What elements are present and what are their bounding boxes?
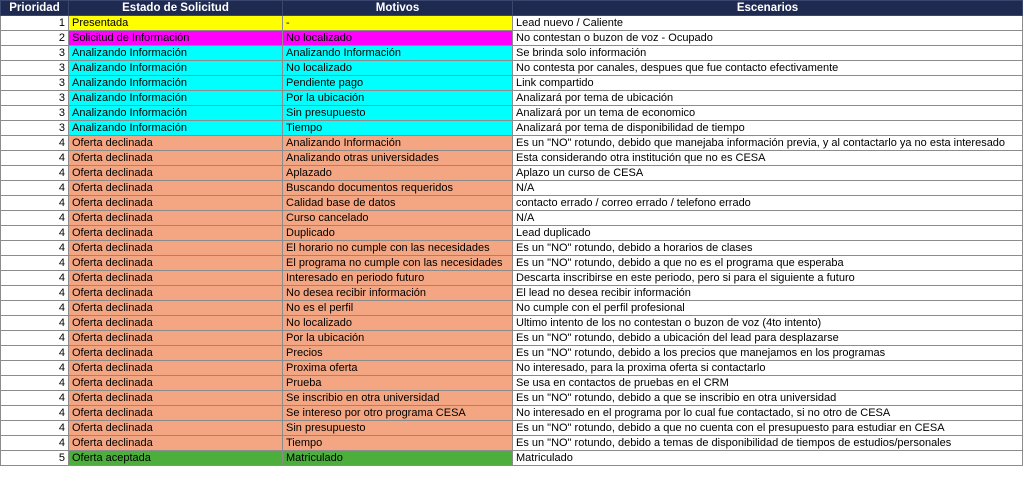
escenario-cell[interactable]: Matriculado bbox=[513, 451, 1023, 466]
header-estado[interactable]: Estado de Solicitud bbox=[69, 1, 283, 16]
table-row bbox=[1, 226, 1023, 241]
estado-cell[interactable]: Analizando Información bbox=[69, 91, 283, 106]
prioridad-cell[interactable]: 4 bbox=[1, 346, 69, 361]
motivo-cell[interactable]: Buscando documentos requeridos bbox=[283, 181, 513, 196]
header-escenarios[interactable]: Escenarios bbox=[513, 1, 1023, 16]
table-row bbox=[1, 436, 1023, 451]
estado-cell[interactable]: Oferta declinada bbox=[69, 301, 283, 316]
escenario-cell[interactable]: El lead no desea recibir información bbox=[513, 286, 1023, 301]
prioridad-cell[interactable]: 4 bbox=[1, 226, 69, 241]
escenario-cell[interactable]: Lead nuevo / Caliente bbox=[513, 16, 1023, 31]
escenario-cell[interactable]: N/A bbox=[513, 181, 1023, 196]
escenario-cell[interactable]: Descarta inscribirse en este periodo, pero si para el siguiente a futuro bbox=[513, 271, 1023, 286]
table-row bbox=[1, 181, 1023, 196]
header-prioridad[interactable]: Prioridad bbox=[1, 1, 69, 16]
prioridad-cell[interactable]: 3 bbox=[1, 121, 69, 136]
table-row bbox=[1, 91, 1023, 106]
escenario-cell[interactable]: contacto errado / correo errado / telefono errado bbox=[513, 196, 1023, 211]
escenario-cell[interactable]: Es un "NO" rotundo, debido a ubicación del lead para desplazarse bbox=[513, 331, 1023, 346]
prioridad-cell[interactable]: 4 bbox=[1, 376, 69, 391]
table-row bbox=[1, 31, 1023, 46]
escenario-cell[interactable]: Es un "NO" rotundo, debido que manejaba información previa, y al contactarlo ya no esta interesado bbox=[513, 136, 1023, 151]
motivo-cell[interactable]: Prueba bbox=[283, 376, 513, 391]
table-row bbox=[1, 256, 1023, 271]
table-row bbox=[1, 406, 1023, 421]
estado-cell[interactable]: Oferta declinada bbox=[69, 211, 283, 226]
escenario-cell[interactable]: No interesado, para la proxima oferta si contactarlo bbox=[513, 361, 1023, 376]
escenario-cell[interactable]: Aplazo un curso de CESA bbox=[513, 166, 1023, 181]
motivo-cell[interactable]: Calidad base de datos bbox=[283, 196, 513, 211]
motivo-cell[interactable]: No localizado bbox=[283, 61, 513, 76]
table-row bbox=[1, 331, 1023, 346]
estado-cell[interactable]: Oferta declinada bbox=[69, 316, 283, 331]
table-row bbox=[1, 16, 1023, 31]
escenario-cell[interactable]: Es un "NO" rotundo, debido a que no es el programa que esperaba bbox=[513, 256, 1023, 271]
motivo-cell[interactable]: Tiempo bbox=[283, 121, 513, 136]
estado-cell[interactable]: Oferta declinada bbox=[69, 166, 283, 181]
motivo-cell[interactable]: Interesado en periodo futuro bbox=[283, 271, 513, 286]
motivo-cell[interactable]: Curso cancelado bbox=[283, 211, 513, 226]
header-row bbox=[1, 1, 1023, 16]
header-motivos[interactable]: Motivos bbox=[283, 1, 513, 16]
prioridad-cell[interactable]: 3 bbox=[1, 91, 69, 106]
escenario-cell[interactable]: No interesado en el programa por lo cual fue contactado, si no otro de CESA bbox=[513, 406, 1023, 421]
prioridad-cell[interactable]: 3 bbox=[1, 61, 69, 76]
motivo-cell[interactable]: No localizado bbox=[283, 31, 513, 46]
motivo-cell[interactable]: Pendiente pago bbox=[283, 76, 513, 91]
estado-cell[interactable]: Solicitud de Información bbox=[69, 31, 283, 46]
table-row bbox=[1, 316, 1023, 331]
table-row bbox=[1, 451, 1023, 466]
escenario-cell[interactable]: Es un "NO" rotundo, debido a que no cuenta con el presupuesto para estudiar en CESA bbox=[513, 421, 1023, 436]
motivo-cell[interactable]: Matriculado bbox=[283, 451, 513, 466]
escenario-cell[interactable]: Se usa en contactos de pruebas en el CRM bbox=[513, 376, 1023, 391]
table-row bbox=[1, 346, 1023, 361]
estado-cell[interactable]: Oferta declinada bbox=[69, 256, 283, 271]
escenario-cell[interactable]: Link compartido bbox=[513, 76, 1023, 91]
estado-cell[interactable]: Analizando Información bbox=[69, 76, 283, 91]
estado-cell[interactable]: Oferta declinada bbox=[69, 361, 283, 376]
prioridad-cell[interactable]: 4 bbox=[1, 361, 69, 376]
prioridad-cell[interactable]: 3 bbox=[1, 46, 69, 61]
escenario-cell[interactable]: Es un "NO" rotundo, debido a que se inscribio en otra universidad bbox=[513, 391, 1023, 406]
table-row bbox=[1, 136, 1023, 151]
estado-cell[interactable]: Oferta declinada bbox=[69, 436, 283, 451]
motivo-cell[interactable]: Por la ubicación bbox=[283, 331, 513, 346]
escenario-cell[interactable]: Se brinda solo información bbox=[513, 46, 1023, 61]
motivo-cell[interactable]: Precios bbox=[283, 346, 513, 361]
prioridad-cell[interactable]: 4 bbox=[1, 256, 69, 271]
motivo-cell[interactable]: - bbox=[283, 16, 513, 31]
table-row bbox=[1, 271, 1023, 286]
estado-cell[interactable]: Oferta declinada bbox=[69, 241, 283, 256]
table-row bbox=[1, 421, 1023, 436]
prioridad-cell[interactable]: 4 bbox=[1, 136, 69, 151]
escenario-cell[interactable]: Analizará por un tema de economico bbox=[513, 106, 1023, 121]
prioridad-cell[interactable]: 1 bbox=[1, 16, 69, 31]
motivo-cell[interactable]: Tiempo bbox=[283, 436, 513, 451]
motivo-cell[interactable]: No localizado bbox=[283, 316, 513, 331]
prioridad-cell[interactable]: 3 bbox=[1, 76, 69, 91]
motivo-cell[interactable]: Sin presupuesto bbox=[283, 421, 513, 436]
prioridad-cell[interactable]: 4 bbox=[1, 151, 69, 166]
prioridad-cell[interactable]: 4 bbox=[1, 391, 69, 406]
motivo-cell[interactable]: No es el perfil bbox=[283, 301, 513, 316]
estado-cell[interactable]: Oferta declinada bbox=[69, 181, 283, 196]
estado-cell[interactable]: Oferta aceptada bbox=[69, 451, 283, 466]
estado-cell[interactable]: Oferta declinada bbox=[69, 346, 283, 361]
table-row bbox=[1, 286, 1023, 301]
motivo-cell[interactable]: Aplazado bbox=[283, 166, 513, 181]
prioridad-cell[interactable]: 4 bbox=[1, 436, 69, 451]
escenario-cell[interactable]: Analizará por tema de ubicación bbox=[513, 91, 1023, 106]
estado-cell[interactable]: Oferta declinada bbox=[69, 286, 283, 301]
prioridad-cell[interactable]: 4 bbox=[1, 301, 69, 316]
escenario-cell[interactable]: Es un "NO" rotundo, debido a temas de disponibilidad de tiempos de estudios/personales bbox=[513, 436, 1023, 451]
escenario-cell[interactable]: Esta considerando otra institución que no es CESA bbox=[513, 151, 1023, 166]
prioridad-cell[interactable]: 4 bbox=[1, 286, 69, 301]
prioridad-cell[interactable]: 4 bbox=[1, 316, 69, 331]
estado-cell[interactable]: Oferta declinada bbox=[69, 136, 283, 151]
prioridad-cell[interactable]: 4 bbox=[1, 181, 69, 196]
estado-cell[interactable]: Oferta declinada bbox=[69, 421, 283, 436]
table-row bbox=[1, 196, 1023, 211]
estado-cell[interactable]: Oferta declinada bbox=[69, 391, 283, 406]
table-row bbox=[1, 166, 1023, 181]
motivo-cell[interactable]: El programa no cumple con las necesidades bbox=[283, 256, 513, 271]
motivo-cell[interactable]: Analizando Información bbox=[283, 46, 513, 61]
estado-cell[interactable]: Oferta declinada bbox=[69, 196, 283, 211]
motivo-cell[interactable]: No desea recibir información bbox=[283, 286, 513, 301]
table-body bbox=[1, 16, 1023, 466]
motivo-cell[interactable]: Analizando Información bbox=[283, 136, 513, 151]
escenario-cell[interactable]: N/A bbox=[513, 211, 1023, 226]
escenario-cell[interactable]: No contestan o buzon de voz - Ocupado bbox=[513, 31, 1023, 46]
prioridad-cell[interactable]: 4 bbox=[1, 271, 69, 286]
prioridad-cell[interactable]: 4 bbox=[1, 241, 69, 256]
table-row bbox=[1, 361, 1023, 376]
escenario-cell[interactable]: Es un "NO" rotundo, debido a horarios de clases bbox=[513, 241, 1023, 256]
motivo-cell[interactable]: El horario no cumple con las necesidades bbox=[283, 241, 513, 256]
motivo-cell[interactable]: Se inscribio en otra universidad bbox=[283, 391, 513, 406]
estado-cell[interactable]: Presentada bbox=[69, 16, 283, 31]
table-row bbox=[1, 121, 1023, 136]
table-row bbox=[1, 211, 1023, 226]
escenario-cell[interactable]: No contesta por canales, despues que fue contacto efectivamente bbox=[513, 61, 1023, 76]
table-row bbox=[1, 301, 1023, 316]
motivo-cell[interactable]: Analizando otras universidades bbox=[283, 151, 513, 166]
motivo-cell[interactable]: Por la ubicación bbox=[283, 91, 513, 106]
estado-cell[interactable]: Oferta declinada bbox=[69, 151, 283, 166]
prioridad-cell[interactable]: 4 bbox=[1, 196, 69, 211]
table-row bbox=[1, 76, 1023, 91]
table-row bbox=[1, 46, 1023, 61]
estado-cell[interactable]: Oferta declinada bbox=[69, 406, 283, 421]
prioridad-cell[interactable]: 5 bbox=[1, 451, 69, 466]
motivo-cell[interactable]: Duplicado bbox=[283, 226, 513, 241]
estado-cell[interactable]: Analizando Información bbox=[69, 46, 283, 61]
escenario-cell[interactable]: Analizará por tema de disponibilidad de tiempo bbox=[513, 121, 1023, 136]
estado-cell[interactable]: Oferta declinada bbox=[69, 226, 283, 241]
prioridad-cell[interactable]: 4 bbox=[1, 331, 69, 346]
prioridad-cell[interactable]: 4 bbox=[1, 421, 69, 436]
escenario-cell[interactable]: Lead duplicado bbox=[513, 226, 1023, 241]
table-row bbox=[1, 376, 1023, 391]
motivo-cell[interactable]: Sin presupuesto bbox=[283, 106, 513, 121]
escenario-cell[interactable]: Ultimo intento de los no contestan o buzon de voz (4to intento) bbox=[513, 316, 1023, 331]
prioridad-cell[interactable]: 2 bbox=[1, 31, 69, 46]
estado-cell[interactable]: Oferta declinada bbox=[69, 271, 283, 286]
estado-cell[interactable]: Analizando Información bbox=[69, 61, 283, 76]
prioridad-cell[interactable]: 4 bbox=[1, 406, 69, 421]
table-row bbox=[1, 151, 1023, 166]
estado-cell[interactable]: Oferta declinada bbox=[69, 376, 283, 391]
estado-cell[interactable]: Analizando Información bbox=[69, 106, 283, 121]
prioridad-cell[interactable]: 4 bbox=[1, 166, 69, 181]
table-row bbox=[1, 61, 1023, 76]
prioridad-cell[interactable]: 4 bbox=[1, 211, 69, 226]
escenario-cell[interactable]: No cumple con el perfil profesional bbox=[513, 301, 1023, 316]
table-row bbox=[1, 391, 1023, 406]
estado-cell[interactable]: Oferta declinada bbox=[69, 331, 283, 346]
prioridad-cell[interactable]: 3 bbox=[1, 106, 69, 121]
motivo-cell[interactable]: Proxima oferta bbox=[283, 361, 513, 376]
table-row bbox=[1, 241, 1023, 256]
table-row bbox=[1, 106, 1023, 121]
estado-cell[interactable]: Analizando Información bbox=[69, 121, 283, 136]
motivo-cell[interactable]: Se intereso por otro programa CESA bbox=[283, 406, 513, 421]
escenario-cell[interactable]: Es un "NO" rotundo, debido a los precios que manejamos en los programas bbox=[513, 346, 1023, 361]
